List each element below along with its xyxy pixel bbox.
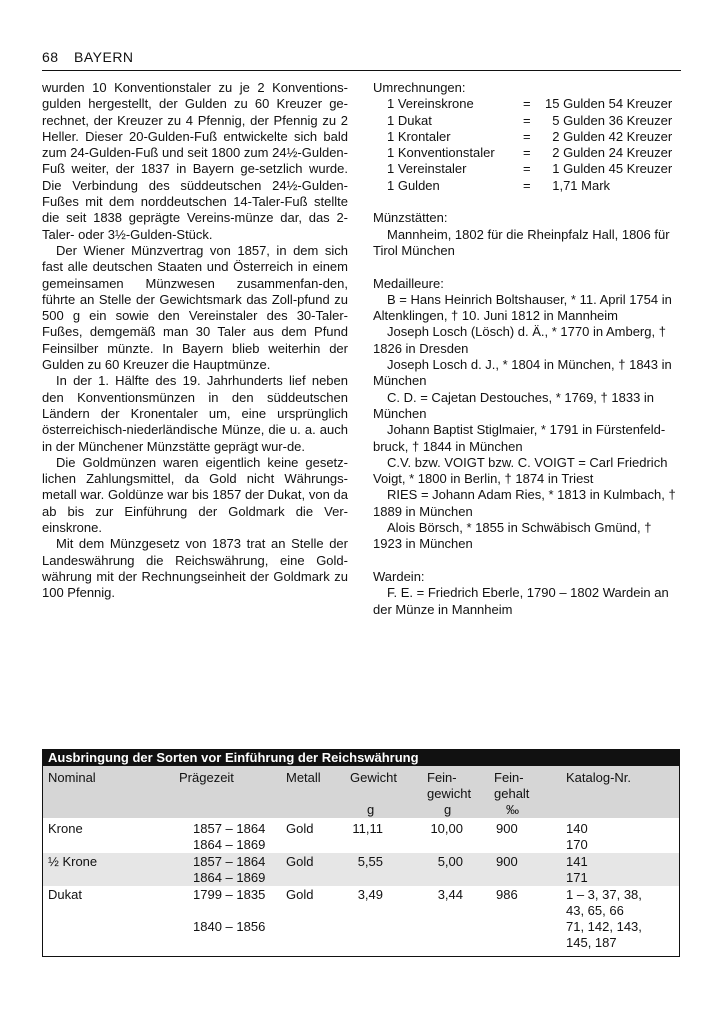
cell-feingehalt: 900 [496,821,518,836]
header-gewicht-unit: g [367,802,375,817]
cell-feingehalt: 900 [496,854,518,869]
conversion-unit: 1 Vereinskrone [387,96,474,112]
cell-feingewicht: 5,00 [437,854,463,869]
header-feingewicht: Fein- [427,770,457,785]
header-feingehalt-unit: ‰ [506,802,519,817]
cell-katalog: 71, 142, 143, [566,919,642,934]
medailleur-entry: C.V. bzw. VOIGT bzw. C. VOIGT = Carl Friedrich Voigt, * 1800 in Berlin, † 1874 in Triest [373,454,668,487]
conversion-eq: = [523,112,531,128]
header-feingewicht-2: gewicht [427,786,472,801]
right-column [373,80,681,618]
coin-table [42,749,680,957]
medailleur-entry: B = Hans Heinrich Boltshauser, * 11. April 1754 in Altenklingen, † 10. Juni 1812 in Mannheim [373,291,672,324]
conversion-unit: 1 Dukat [387,112,432,128]
cell-feingehalt: 986 [496,887,518,902]
conversion-unit: 1 Gulden [387,177,440,193]
cell-zeit: 1840 – 1856 [193,919,266,934]
page-number: 68 [42,49,59,65]
paragraph: In der 1. Hälfte des 19. Jahrhunderts lief neben den Konventionsmünzen in den süddeutschen Ländern der Kronentaler um, eine ursprünglich österreichisch-niederländische Münze, die u. a. auch in der Münchener Münzstätte geprägt wur-de. [42,373,348,454]
cell-feingewicht: 3,44 [437,887,463,902]
medailleur-entry: Joseph Losch (Lösch) d. Ä., * 1770 in Amberg, † 1826 in Dresden [373,324,666,356]
conversion-eq: = [523,96,531,112]
header-praegezeit: Prägezeit [179,770,234,785]
cell-katalog: 171 [566,870,588,885]
cell-katalog: 170 [566,837,588,852]
header-metall: Metall [286,770,321,785]
cell-zeit: 1857 – 1864 [193,821,266,836]
conversion-unit: 1 Krontaler [387,128,451,144]
cell-katalog: 140 [566,821,588,836]
medailleur-entry: Alois Börsch, * 1855 in Schwäbisch Gmünd, † 1923 in München [373,520,652,552]
umrechnungen-section [373,80,681,194]
section-text: F. E. = Friedrich Eberle, 1790 – 1802 Wardein an der Münze in Mannheim [373,585,669,617]
header-feingewicht-unit: g [444,802,452,817]
cell-zeit: 1857 – 1864 [193,854,266,869]
cell-nominal: Krone [48,821,83,836]
cell-feingewicht: 10,00 [430,821,463,836]
header-feingehalt: Fein- [494,770,524,785]
cell-katalog: 141 [566,854,588,869]
cell-metall: Gold [286,821,314,836]
cell-gewicht: 3,49 [357,887,383,902]
conversion-eq: = [523,145,531,161]
conversion-eq: = [523,177,531,193]
header-gewicht: Gewicht [350,770,397,785]
paragraph: Der Wiener Münzvertrag von 1857, in dem sich fast alle deutschen Staaten und Österreich in einem gemeinsamen Münzwesen zusammenfan-den, führte an Stelle der Gewichtsmark das Zoll-pfund zu 500 g ein sowie den Vereinstaler des 30-Taler-Fußes, demgemäß man 30 Taler aus dem Pfund Feinsilber münzte. In Bayern blieb weiterhin der Gulden zu 60 Kreuzer die Hauptmünze. [42,242,348,373]
conversion-value: 1 Gulden 45 Kreuzer [545,161,673,177]
cell-metall: Gold [286,854,314,869]
conversion-unit: 1 Konventionstaler [387,145,495,161]
paragraph: wurden 10 Konventionstaler zu je 2 Konventions-gulden hergestellt, der Gulden zu 60 Kreuzer ge-rechnet, der Kreuzer zu 4 Pfennig, der Pfennig zu 2 Heller. Dieser 20-Gulden-Fuß entwickelte sich bald zum 24-Gulden-Fuß und seit 1800 zum 24½-Gulden-Fuß weiter, der 1837 in Bayern ge-setzlich wurde. Die Verbindung des süddeutschen 24½-Gulden-Fußes mit dem norddeutschen 14-Taler-Fuß stellte die seit 1838 geprägte Vereins-münze dar, das 2-Taler- oder 3½-Gulden-Stück. [42,80,348,242]
medailleur-entry: RIES = Johann Adam Ries, * 1813 in Kulmbach, † 1889 in München [373,487,676,519]
cell-zeit: 1864 – 1869 [193,837,266,852]
paragraph: Die Goldmünzen waren eigentlich keine gesetz-lichen Zahlungsmittel, da Gold nicht Währungs-metall war. Goldünze war bis 1857 der Dukat, von da ab bis zur Einführung der Goldmark die Ver-einskrone. [42,454,348,536]
paragraph: Mit dem Münzgesetz von 1873 trat an Stelle der Landeswährung die Reichswährung, eine Gold-währung mit der Rechnungseinheit der Goldmark zu 100 Pfennig. [42,536,348,601]
cell-katalog: 1 – 3, 37, 38, [566,887,642,902]
section-title: Wardein: [373,568,425,584]
conversion-value: 2 Gulden 42 Kreuzer [545,128,673,144]
conversion-value: 15 Gulden 54 Kreuzer [545,96,673,112]
running-header [42,46,681,71]
conversion-unit: 1 Vereinstaler [387,161,467,177]
section-title: Umrechnungen: [373,80,466,95]
cell-gewicht: 11,11 [352,821,383,836]
left-column [42,80,348,602]
cell-zeit: 1864 – 1869 [193,870,266,885]
conversion-eq: = [523,161,531,177]
section-title: Medailleure: [373,275,444,291]
conversion-value: 5 Gulden 36 Kreuzer [545,112,673,128]
medailleur-entry: Johann Baptist Stiglmaier, * 1791 in Fürstenfeld-bruck, † 1844 in München [373,422,666,454]
table-title: Ausbringung der Sorten vor Einführung der Reichswährung [43,750,679,766]
header-nominal: Nominal [48,770,96,785]
muenzstaetten-section [373,210,681,259]
cell-katalog: 145, 187 [566,935,617,950]
section-text: Mannheim, 1802 für die Rheinpfalz Hall, 1806 für Tirol München [373,226,670,258]
section-title: Münzstätten: [373,210,448,226]
medailleur-entry: Joseph Losch d. J., * 1804 in München, † 1843 in München [373,357,672,389]
cell-katalog: 43, 65, 66 [566,903,624,918]
cell-nominal: ½ Krone [48,854,98,869]
conversion-eq: = [523,128,531,144]
wardein-section [373,569,681,618]
conversion-list [387,96,681,194]
running-title: BAYERN [74,49,134,65]
medailleure-section [373,276,681,553]
header-feingehalt-2: gehalt [494,786,530,801]
conversion-value: 2 Gulden 24 Kreuzer [545,145,673,161]
cell-gewicht: 5,55 [357,854,383,869]
conversion-value: 1,71 Mark [545,177,611,193]
cell-nominal: Dukat [48,887,82,902]
medailleur-entry: C. D. = Cajetan Destouches, * 1769, † 1833 in München [373,389,655,421]
cell-metall: Gold [286,887,314,902]
cell-zeit: 1799 – 1835 [193,887,266,902]
header-katalog: Katalog-Nr. [566,770,632,785]
